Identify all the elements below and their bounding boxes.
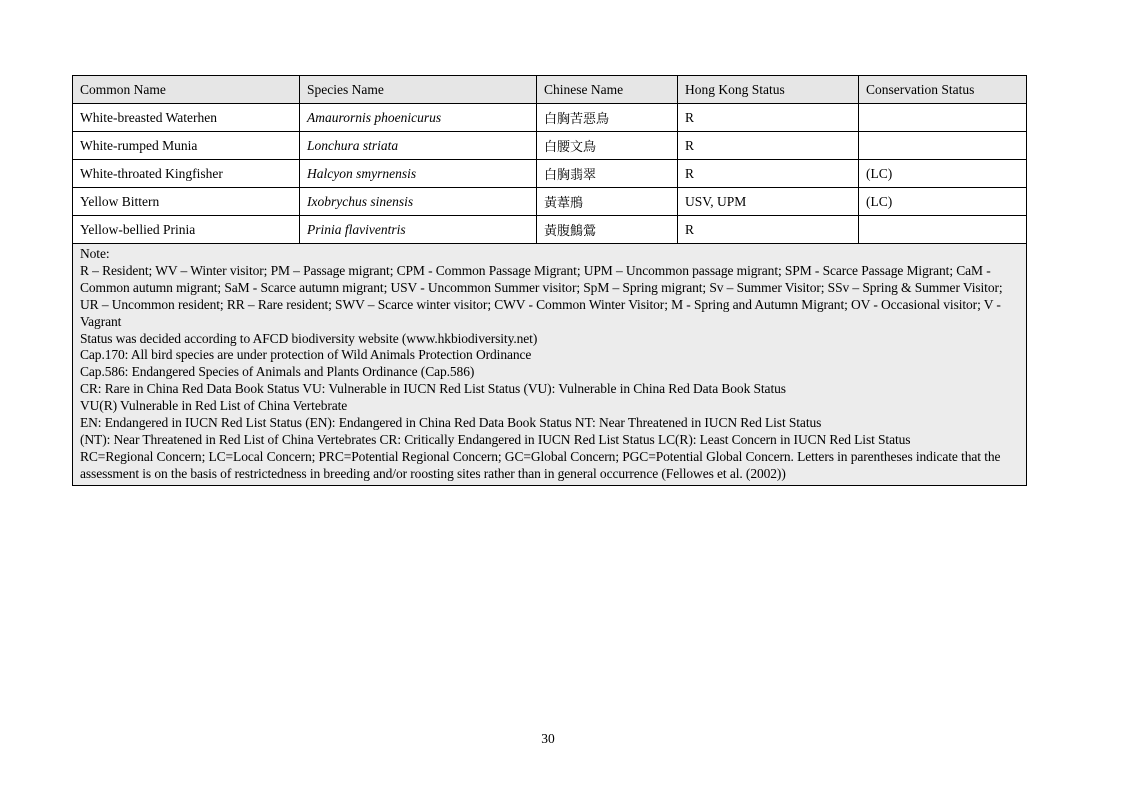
table-row [73, 132, 1027, 160]
species-name-cell: Prinia flaviventris [300, 216, 537, 244]
common-name-cell: Yellow Bittern [73, 188, 300, 216]
note-heading: Note: [80, 246, 110, 261]
conservation-status-cell: (LC) [859, 160, 1027, 188]
table-row [73, 104, 1027, 132]
note-row [73, 244, 1027, 486]
table-header [73, 76, 1027, 104]
hk-status-cell: R [678, 104, 859, 132]
conservation-status-cell [859, 132, 1027, 160]
chinese-name-cell: 白腰文鳥 [537, 132, 678, 160]
conservation-status-cell [859, 216, 1027, 244]
note-concern-codes: RC=Regional Concern; LC=Local Concern; PRC=Potential Regional Concern; GC=Global Concern; PGC=Potential Global Concern. Letters in parentheses indicate that the assessment is on the basis of restrictedness in breeding and/or roosting sites rather than in general occurrence (Fellowes et al. (2002)) [80, 448, 1001, 481]
header-conservation-status: Conservation Status [859, 76, 1027, 104]
chinese-name-cell: 黃葦鳽 [537, 188, 678, 216]
species-name-cell: Lonchura striata [300, 132, 537, 160]
note-threatened-codes: (NT): Near Threatened in Red List of China Vertebrates CR: Critically Endangered in IUCN Red List Status LC(R): Least Concern in IUCN Red List Status [80, 431, 911, 447]
hk-status-cell: R [678, 160, 859, 188]
conservation-status-cell: (LC) [859, 188, 1027, 216]
note-endangered-codes: EN: Endangered in IUCN Red List Status (EN): Endangered in China Red Data Book Status NT: Near Threatened in IUCN Red List Status [80, 415, 822, 431]
note-cell [73, 244, 1027, 486]
table-row [73, 188, 1027, 216]
note-cap170: Cap.170: All bird species are under protection of Wild Animals Protection Ordinance [80, 347, 532, 363]
species-table [72, 75, 1027, 486]
table-row [73, 216, 1027, 244]
header-chinese-name: Chinese Name [537, 76, 678, 104]
note-red-data-codes: CR: Rare in China Red Data Book Status VU: Vulnerable in IUCN Red List Status (VU): Vulnerable in China Red Data Book Status [80, 381, 786, 397]
common-name-cell: White-throated Kingfisher [73, 160, 300, 188]
hk-status-cell: R [678, 132, 859, 160]
species-name-cell: Amaurornis phoenicurus [300, 104, 537, 132]
chinese-name-cell: 黃腹鷦鶯 [537, 216, 678, 244]
note-vu-r: VU(R) Vulnerable in Red List of China Vertebrate [80, 398, 348, 414]
table-row [73, 160, 1027, 188]
common-name-cell: White-rumped Munia [73, 132, 300, 160]
common-name-cell: Yellow-bellied Prinia [73, 216, 300, 244]
page-number: 30 [541, 731, 555, 746]
note-cap586: Cap.586: Endangered Species of Animals and Plants Ordinance (Cap.586) [80, 364, 475, 380]
note-status-codes: R – Resident; WV – Winter visitor; PM – Passage migrant; CPM - Common Passage Migrant; UPM – Uncommon passage migrant; SPM - Scarce Passage Migrant; CaM - Common autumn migrant; SaM - Scarce autumn migrant; USV - Uncommon Summer visitor; SpM – Spring migrant; Sv – Summer Visitor; SSv – Spring & Summer Visitor; UR – Uncommon resident; RR – Rare resident; SWV – Scarce winter visitor; CWV - Common Winter Visitor; M - Spring and Autumn Migrant; OV - Occasional visitor; V - Vagrant [80, 262, 1003, 329]
header-common-name: Common Name [73, 76, 300, 104]
common-name-cell: White-breasted Waterhen [73, 104, 300, 132]
species-name-cell: Ixobrychus sinensis [300, 188, 537, 216]
table-body [73, 104, 1027, 486]
header-hong-kong-status: Hong Kong Status [678, 76, 859, 104]
conservation-status-cell [859, 104, 1027, 132]
hk-status-cell: USV, UPM [678, 188, 859, 216]
species-name-cell: Halcyon smyrnensis [300, 160, 537, 188]
note-status-source: Status was decided according to AFCD biodiversity website (www.hkbiodiversity.net) [80, 330, 538, 346]
header-species-name: Species Name [300, 76, 537, 104]
hk-status-cell: R [678, 216, 859, 244]
chinese-name-cell: 白胸翡翠 [537, 160, 678, 188]
header-row [73, 76, 1027, 104]
chinese-name-cell: 白胸苦惡鳥 [537, 104, 678, 132]
